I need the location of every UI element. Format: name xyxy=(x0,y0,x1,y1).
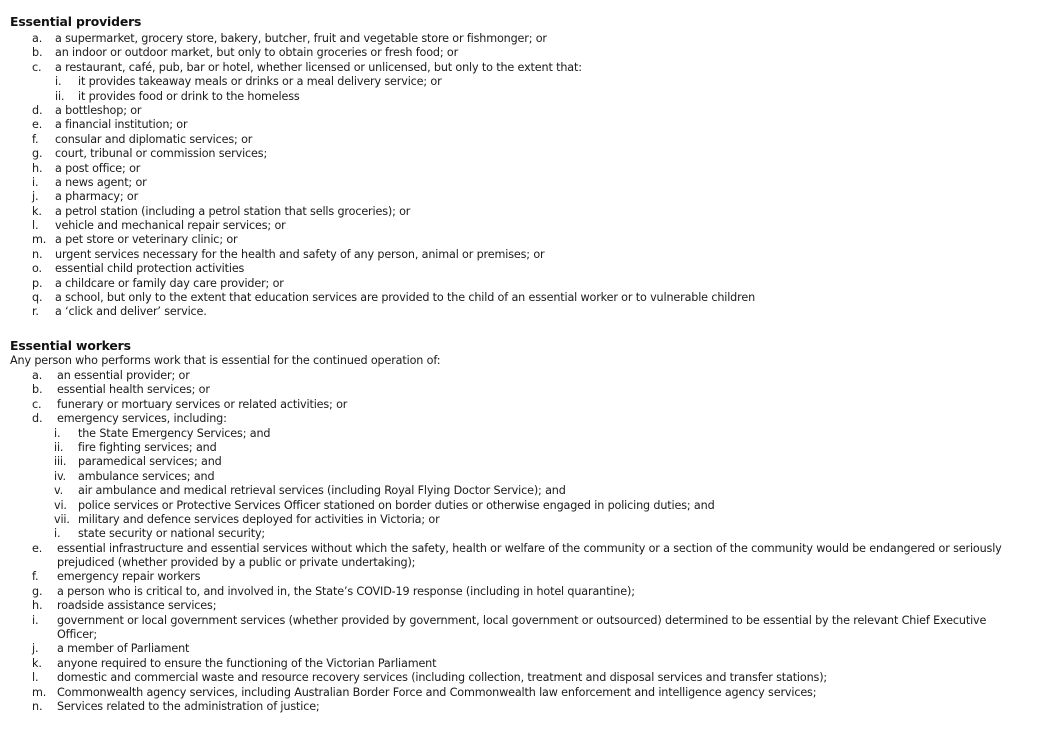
list-marker: a. xyxy=(32,369,43,382)
list-item-text: air ambulance and medical retrieval services (including Royal Flying Doctor Service); and xyxy=(78,484,566,498)
list-item-text: an indoor or outdoor market, but only to obtain groceries or fresh food; or xyxy=(55,46,459,60)
list-item-text: roadside assistance services; xyxy=(57,599,217,613)
list-item-text: paramedical services; and xyxy=(78,455,222,469)
list-item-text: a post office; or xyxy=(55,161,141,175)
list-marker: e. xyxy=(32,118,43,132)
list-marker: i. xyxy=(55,75,62,89)
list-item-text: government or local government services (whether provided by government, local government or outsourced) determined to be essential by the relevant Chief Executive Officer; xyxy=(57,613,987,642)
list-marker: m. xyxy=(32,685,47,699)
list-marker: b. xyxy=(32,383,43,397)
list-marker: g. xyxy=(32,147,43,161)
list-item-text: urgent services necessary for the health and safety of any person, animal or premises; or xyxy=(55,247,545,261)
list-marker: c. xyxy=(32,397,42,411)
list-item-text: vehicle and mechanical repair services; or xyxy=(55,219,286,233)
list-item-text: a ‘click and deliver’ service. xyxy=(55,305,207,319)
list-marker: n. xyxy=(32,700,43,714)
essential-workers-heading: Essential workers xyxy=(10,338,131,353)
list-marker: a. xyxy=(32,32,43,45)
essential-workers-intro: Any person who performs work that is essential for the continued operation of: xyxy=(10,354,441,367)
list-item-text: military and defence services deployed for activities in Victoria; or xyxy=(78,512,440,526)
list-marker: j. xyxy=(32,642,39,656)
list-item-text: essential infrastructure and essential services without which the safety, health or welfare of the community or a section of the community would be endangered or seriously prejudiced (whether provided by a public or private undertaking); xyxy=(57,541,1002,570)
list-item-text: a school, but only to the extent that education services are provided to the child of an essential worker or to vulnerable children xyxy=(55,291,756,305)
list-item-text: a childcare or family day care provider; or xyxy=(55,276,284,290)
list-marker: e. xyxy=(32,541,43,555)
list-item-text: a member of Parliament xyxy=(57,642,190,656)
list-item-text: a pharmacy; or xyxy=(55,190,139,204)
list-marker: i. xyxy=(32,613,39,627)
list-marker: i. xyxy=(54,527,61,541)
list-item-text: it provides takeaway meals or drinks or a meal delivery service; or xyxy=(78,75,442,89)
list-marker: i. xyxy=(32,175,39,189)
list-marker: c. xyxy=(32,60,42,74)
list-item-text: a person who is critical to, and involved in, the State’s COVID-19 response (including in hotel quarantine); xyxy=(57,584,635,598)
list-marker: k. xyxy=(32,204,42,218)
list-marker: h. xyxy=(32,161,43,175)
list-marker: l. xyxy=(32,219,39,233)
list-item-text: court, tribunal or commission services; xyxy=(55,147,268,161)
list-item-text: anyone required to ensure the functioning of the Victorian Parliament xyxy=(57,656,437,670)
list-marker: iv. xyxy=(54,469,66,483)
list-item-text: domestic and commercial waste and resource recovery services (including collection, treatment and disposal services and transfer stations); xyxy=(57,671,828,685)
list-marker: r. xyxy=(32,305,39,319)
list-item-text: emergency repair workers xyxy=(57,570,201,584)
list-marker: b. xyxy=(32,46,43,60)
list-marker: f. xyxy=(32,132,39,146)
list-marker: d. xyxy=(32,103,43,117)
list-item-text: an essential provider; or xyxy=(57,369,190,382)
list-item-text: consular and diplomatic services; or xyxy=(55,132,253,146)
essential-providers-heading: Essential providers xyxy=(10,14,142,29)
list-marker: q. xyxy=(32,291,43,305)
list-item-text: it provides food or drink to the homeless xyxy=(78,89,300,103)
list-item-text: essential health services; or xyxy=(57,383,210,397)
list-marker: vi. xyxy=(54,498,67,512)
list-item-text: ambulance services; and xyxy=(78,469,215,483)
list-item-text: Services related to the administration of justice; xyxy=(57,700,320,714)
list-marker: iii. xyxy=(54,455,67,469)
list-item-text: a bottleshop; or xyxy=(55,103,142,117)
list-marker: g. xyxy=(32,584,43,598)
list-item-text: the State Emergency Services; and xyxy=(78,426,271,440)
list-marker: i. xyxy=(54,426,61,440)
list-item-text: funerary or mortuary services or related activities; or xyxy=(57,397,348,411)
list-marker: o. xyxy=(32,262,42,276)
list-marker: vii. xyxy=(54,512,70,526)
list-marker: ii. xyxy=(55,89,65,103)
list-item-text: state security or national security; xyxy=(78,527,266,541)
list-item-text: Commonwealth agency services, including Australian Border Force and Commonwealth law enforcement and intelligence agency services; xyxy=(57,685,817,699)
list-marker: ii. xyxy=(54,440,64,454)
list-item-text: police services or Protective Services Officer stationed on border duties or otherwise engaged in policing duties; and xyxy=(78,498,715,512)
list-item-text: fire fighting services; and xyxy=(78,440,217,454)
list-marker: n. xyxy=(32,247,43,261)
list-marker: m. xyxy=(32,233,47,247)
list-item-text: a financial institution; or xyxy=(55,118,188,132)
list-marker: k. xyxy=(32,656,42,670)
list-marker: v. xyxy=(54,484,64,498)
list-item-text: a pet store or veterinary clinic; or xyxy=(55,233,238,247)
list-marker: d. xyxy=(32,412,43,426)
list-item-text: a petrol station (including a petrol station that sells groceries); or xyxy=(55,204,411,218)
list-item-text: emergency services, including: xyxy=(57,412,227,426)
list-item-text: a news agent; or xyxy=(55,175,147,189)
list-marker: f. xyxy=(32,570,39,584)
list-marker: h. xyxy=(32,599,43,613)
list-marker: l. xyxy=(32,671,39,685)
list-item-text: a restaurant, café, pub, bar or hotel, whether licensed or unlicensed, but only to the extent that: xyxy=(55,60,582,74)
list-marker: p. xyxy=(32,276,43,290)
list-item-text: a supermarket, grocery store, bakery, butcher, fruit and vegetable store or fishmonger; or xyxy=(55,32,547,45)
list-item-text: essential child protection activities xyxy=(55,262,245,276)
list-marker: j. xyxy=(32,190,39,204)
